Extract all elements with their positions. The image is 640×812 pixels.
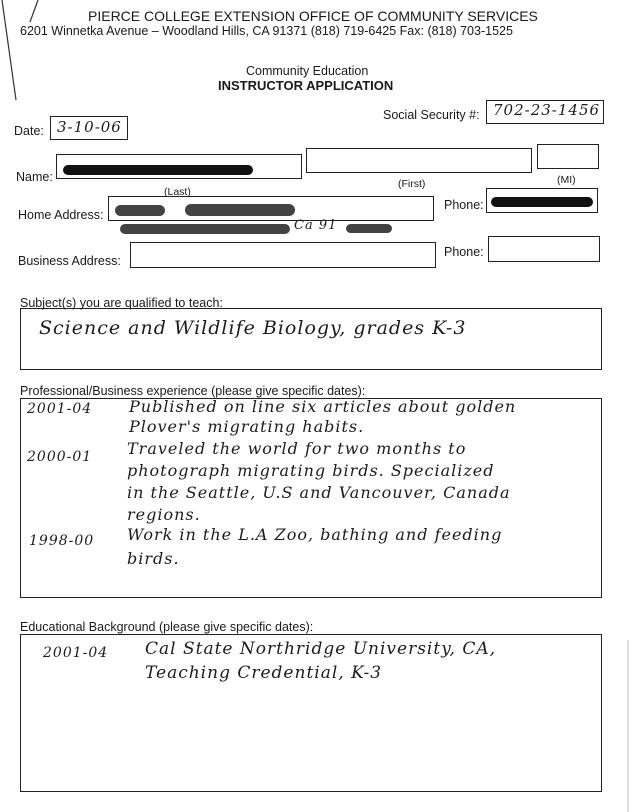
- exp-line: birds.: [127, 549, 180, 568]
- last-name-field[interactable]: [56, 154, 302, 179]
- redaction-bar: [491, 197, 593, 207]
- redaction-bar: [185, 204, 295, 216]
- home-address-label: Home Address:: [18, 208, 104, 222]
- ssn-value: 702-23-1456: [493, 101, 601, 119]
- org-address: 6201 Winnetka Avenue – Woodland Hills, CA 91371 (818) 719-6425 Fax: (818) 703-1525: [20, 24, 513, 38]
- redaction-bar: [346, 224, 392, 233]
- exp-line: Published on line six articles about golden: [129, 397, 517, 416]
- edu-line: Teaching Credential, K-3: [145, 663, 383, 683]
- edu-line: Cal State Northridge University, CA,: [145, 639, 497, 659]
- subjects-label: Subject(s) you are qualified to teach:: [20, 296, 223, 310]
- education-label: Educational Background (please give specific dates):: [20, 620, 314, 634]
- exp-dates: 2001-04: [27, 401, 93, 417]
- redaction-bar: [115, 205, 165, 216]
- date-field[interactable]: [50, 116, 128, 140]
- scan-mark-line: [30, 0, 38, 22]
- redaction-bar: [120, 224, 290, 234]
- form-title: INSTRUCTOR APPLICATION: [218, 78, 394, 93]
- subjects-field[interactable]: [20, 308, 602, 370]
- exp-line: Plover's migrating habits.: [129, 417, 365, 436]
- date-label: Date:: [14, 124, 44, 138]
- edu-dates: 2001-04: [43, 645, 109, 661]
- business-address-field[interactable]: [130, 242, 436, 268]
- exp-line: photograph migrating birds. Specialized: [127, 461, 495, 480]
- org-title: PIERCE COLLEGE EXTENSION OFFICE OF COMMUNITY SERVICES: [88, 8, 538, 24]
- business-address-label: Business Address:: [18, 254, 121, 268]
- dept-name: Community Education: [246, 64, 369, 78]
- exp-line: Traveled the world for two months to: [127, 439, 467, 458]
- first-label: (First): [398, 178, 426, 190]
- redaction-bar: [63, 165, 253, 175]
- home-address-tail: Ca 91: [294, 218, 338, 233]
- exp-dates: 1998-00: [29, 533, 95, 549]
- exp-line: regions.: [127, 505, 201, 524]
- mi-label: (MI): [557, 174, 576, 186]
- experience-field[interactable]: [20, 398, 602, 598]
- last-label: (Last): [164, 186, 191, 198]
- name-label: Name:: [16, 170, 53, 184]
- exp-line: in the Seattle, U.S and Vancouver, Canada: [127, 483, 511, 502]
- phone-label: Phone:: [444, 198, 484, 212]
- exp-dates: 2000-01: [27, 449, 93, 465]
- phone-field[interactable]: [486, 188, 598, 213]
- education-field[interactable]: [20, 634, 602, 792]
- experience-label: Professional/Business experience (please give specific dates):: [20, 384, 366, 398]
- date-value: 3-10-06: [57, 118, 122, 136]
- ssn-field[interactable]: [486, 100, 604, 124]
- first-name-field[interactable]: [306, 148, 532, 173]
- middle-initial-field[interactable]: [537, 144, 599, 169]
- exp-line: Work in the L.A Zoo, bathing and feeding: [127, 525, 503, 544]
- ssn-label: Social Security #:: [383, 108, 480, 122]
- business-phone-field[interactable]: [488, 236, 600, 262]
- scan-mark-line: [2, 0, 16, 100]
- business-phone-label: Phone:: [444, 245, 484, 259]
- subjects-value: Science and Wildlife Biology, grades K-3: [39, 317, 467, 339]
- home-address-field[interactable]: [108, 196, 434, 221]
